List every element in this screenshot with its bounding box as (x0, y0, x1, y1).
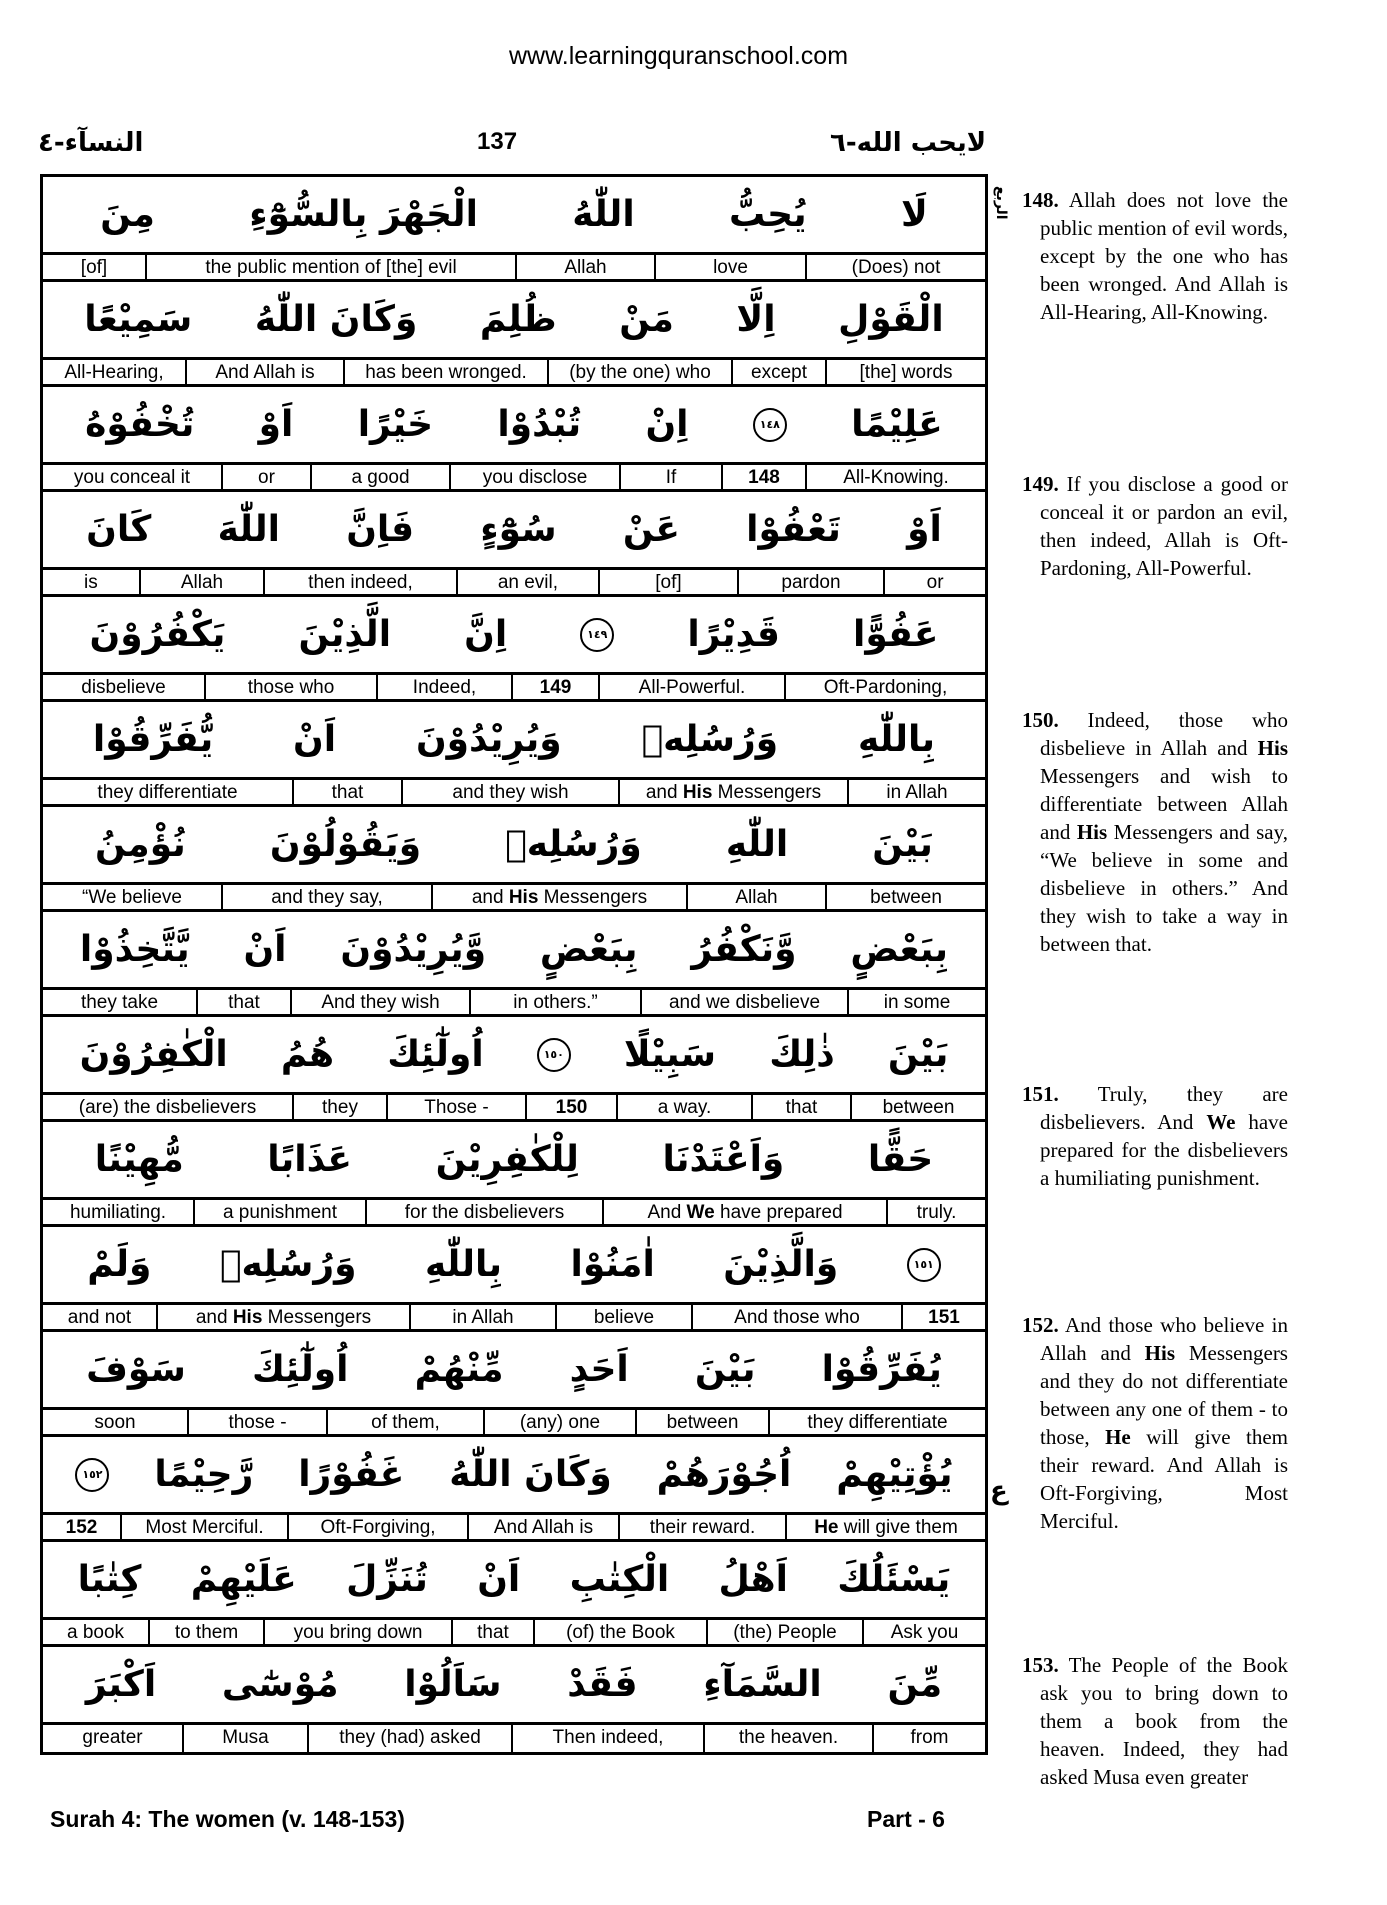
arabic-word: اَحَدٍ (569, 1349, 629, 1390)
verse-number-cell: 151 (928, 1307, 960, 1328)
emphasized-word: His (1076, 820, 1108, 844)
arabic-row (43, 912, 985, 990)
arabic-word: تَعْفُوْا (746, 509, 841, 550)
word-translation-cell: between (882, 1097, 955, 1118)
word-translation-cell: And Allah is (469, 1515, 620, 1539)
word-translation-cell: Then indeed, (513, 1725, 705, 1752)
emphasized-word: His (232, 1307, 263, 1328)
verse-text: Truly, they are disbelievers. And We have prepared for the disbelievers a humiliating punishment. (1040, 1082, 1288, 1190)
arabic-word: حَقًّا (867, 1139, 934, 1180)
word-translation-cell: pardon (739, 570, 886, 594)
word-translation-cell: you bring down (265, 1620, 453, 1644)
arabic-word: الْكِتٰبِ (569, 1559, 670, 1600)
arabic-word: ظُلِمَ (479, 299, 557, 340)
arabic-row (43, 597, 985, 675)
word-translation-cell: He will give them (814, 1517, 958, 1538)
arabic-word: بَيْنَ (887, 1034, 949, 1075)
word-translation-cell: and His Messengers (433, 885, 688, 909)
word-translation-cell: humiliating. (43, 1200, 195, 1224)
emphasized-word: He (814, 1517, 839, 1538)
translation-row (43, 990, 985, 1017)
verse-row-pair (43, 702, 985, 807)
arabic-word: بَيْنَ (872, 824, 933, 865)
word-translation-cell: (any) one (485, 1410, 637, 1434)
arabic-row (43, 702, 985, 780)
word-translation-cell: (the) People (708, 1620, 864, 1644)
arabic-word: يُفَرِّقُوْا (821, 1349, 942, 1390)
verse-translation (1022, 706, 1288, 958)
arabic-word: تُبْدُوْا (497, 404, 582, 445)
arabic-word: وَلَمْ (87, 1244, 152, 1285)
verse-text: Allah does not love the public mention of evil words, except by the one who has been wronged. And Allah is All-Hearing, All-Knowing. (1040, 188, 1289, 324)
word-translation-cell: and we disbelieve (642, 990, 849, 1014)
emphasized-word: His (508, 887, 539, 908)
verse-number-cell: 152 (43, 1515, 122, 1539)
verse-row-pair (43, 387, 985, 492)
arabic-word: بِبَعْضٍ (539, 929, 638, 970)
word-translation-cell: between (637, 1410, 770, 1434)
word-translation-cell: they (had) asked (309, 1725, 513, 1752)
arabic-word: رَّحِيْمًا (154, 1454, 254, 1495)
arabic-word: قَدِيْرًا (687, 614, 780, 655)
emphasized-word: We (686, 1202, 715, 1223)
word-translation-cell: to them (150, 1620, 265, 1644)
word-translation-cell: Allah (517, 255, 656, 279)
arabic-word: نُؤْمِنُ (95, 824, 186, 865)
verse-number-cell: 150 (527, 1095, 618, 1119)
arabic-word: غَفُوْرًا (298, 1454, 405, 1495)
arabic-row (43, 807, 985, 885)
verse-row-pair (43, 492, 985, 597)
arabic-word: سُوْٓءٍ (480, 509, 557, 550)
arabic-word: مَنْ (619, 299, 674, 340)
word-translation-cell: they take (43, 990, 198, 1014)
arabic-word: اللّٰهَ (217, 509, 280, 550)
word-translation-cell: they differentiate (807, 1412, 948, 1433)
arabic-word: تُخْفُوْهُ (85, 404, 195, 445)
word-translation-cell: they (294, 1095, 388, 1119)
word-translation-cell: of them, (328, 1410, 485, 1434)
arabic-word: يُحِبُّ (729, 194, 807, 235)
word-translation-cell: or (926, 572, 944, 593)
word-translation-cell: (are) the disbelievers (43, 1095, 294, 1119)
ruku-mark: ع (990, 1476, 1008, 1506)
word-translation-cell: soon (43, 1410, 189, 1434)
word-by-word-table (40, 174, 988, 1755)
word-translation-cell: Allah (688, 885, 827, 909)
word-translation-cell: “We believe (43, 885, 223, 909)
arabic-word: وَيُرِيْدُوْنَ (415, 719, 562, 760)
word-translation-cell: All-Hearing, (43, 360, 187, 384)
arabic-word: وَكَانَ اللّٰهُ (254, 299, 418, 340)
verse-translation-paragraph (1022, 1311, 1288, 1535)
arabic-word: اَوْ (907, 509, 942, 550)
word-translation-cell: And Allah is (187, 360, 345, 384)
arabic-row (43, 492, 985, 570)
verse-text: The People of the Book ask you to bring down to them a book from the heaven. Indeed, they had asked Musa even greater (1040, 1653, 1288, 1789)
word-translation-cell: believe (557, 1305, 693, 1329)
translation-row (43, 1725, 985, 1752)
footer-part: Part - 6 (867, 1806, 945, 1832)
arabic-word: يُّفَرِّقُوْا (92, 719, 214, 760)
arabic-word: بَيْنَ (694, 1349, 756, 1390)
arabic-word: بِاللّٰهِ (857, 719, 936, 760)
arabic-word: لَا (901, 194, 928, 235)
arabic-word: الْجَهْرَ بِالسُّوْٓءِ (249, 194, 478, 235)
arabic-word: مِنَ (100, 194, 155, 235)
translation-row (43, 1095, 985, 1122)
word-translation-cell: except (733, 360, 827, 384)
arabic-word: اَوْ (258, 404, 294, 445)
translation-row (43, 1410, 985, 1437)
verse-translation (1022, 470, 1288, 582)
translation-row (43, 1305, 985, 1332)
arabic-row (43, 282, 985, 360)
verse-row-pair (43, 1122, 985, 1227)
word-translation-cell: Oft-Pardoning, (823, 677, 948, 698)
emphasized-word: His (1257, 736, 1288, 760)
word-translation-cell: (of) the Book (535, 1620, 708, 1644)
arabic-word: عَفُوًّا (853, 614, 939, 655)
translation-row (43, 1620, 985, 1647)
word-translation-cell: between (870, 887, 942, 908)
word-translation-cell: [of] (43, 255, 147, 279)
arabic-word: وَاَعْتَدْنَا (662, 1139, 785, 1180)
emphasized-word: His (1144, 1341, 1175, 1365)
verse-translation (1022, 1311, 1288, 1535)
verse-row-pair (43, 1647, 985, 1752)
arabic-word: عَلَيْهِمْ (190, 1559, 297, 1600)
word-translation-cell: Those - (388, 1095, 527, 1119)
verse-number: 150. (1022, 708, 1059, 732)
word-translation-cell: in some (883, 992, 951, 1013)
translation-row (43, 570, 985, 597)
word-translation-cell: that (294, 780, 403, 804)
verse-number-marker: ١٥١ (907, 1248, 941, 1282)
arabic-word: سَبِيْلًا (623, 1034, 717, 1075)
word-translation-cell: that (453, 1620, 535, 1644)
word-translation-cell: you conceal it (43, 465, 223, 489)
arabic-word: اَكْبَرَ (85, 1664, 157, 1705)
word-translation-cell: And those who (693, 1305, 903, 1329)
emphasized-word: He (1105, 1425, 1131, 1449)
word-translation-cell: (by the one) who (549, 360, 733, 384)
arabic-word: كِتٰبًا (77, 1559, 142, 1600)
word-translation-cell: disbelieve (43, 675, 206, 699)
arabic-word: اللّٰهُ (572, 194, 635, 235)
word-translation-cell: All-Powerful. (600, 675, 786, 699)
arabic-word: اِنْ (645, 404, 689, 445)
verse-text: Indeed, those who disbelieve in Allah and His Messengers and wish to differentiate between Allah and His Messengers and say, “We believe in some and disbelieve in others.” And they wish to take a way in between that. (1040, 708, 1288, 956)
arabic-word: اَنْ (243, 929, 287, 970)
arabic-word: السَّمَآءِ (703, 1664, 822, 1705)
arabic-word: ذٰلِكَ (769, 1034, 835, 1075)
quarter-mark: الربع (993, 186, 1009, 220)
word-translation-cell: you disclose (451, 465, 621, 489)
arabic-row (43, 177, 985, 255)
arabic-word: مُوْسٰٓى (221, 1664, 339, 1705)
arabic-word: سَمِيْعًا (84, 299, 193, 340)
word-translation-cell: then indeed, (265, 570, 457, 594)
verse-number: 152. (1022, 1313, 1059, 1337)
translation-row (43, 780, 985, 807)
footer-surah-info: Surah 4: The women (v. 148-153) (50, 1806, 405, 1832)
arabic-word: سَاَلُوْا (404, 1664, 502, 1705)
arabic-word: عَلِيْمًا (851, 404, 943, 445)
emphasized-word: We (1206, 1110, 1236, 1134)
arabic-row (43, 1437, 985, 1515)
arabic-word: فَقَدْ (567, 1664, 638, 1705)
arabic-word: اُولٰٓئِكَ (251, 1349, 349, 1390)
word-translation-cell: truly. (916, 1202, 957, 1223)
arabic-row (43, 387, 985, 465)
verse-translation-paragraph (1022, 470, 1288, 582)
arabic-word: اِنَّ (464, 614, 508, 655)
arabic-word: يُؤْتِيْهِمْ (836, 1454, 953, 1495)
arabic-row (43, 1227, 985, 1305)
word-translation-cell: in Allah (886, 782, 948, 803)
verse-number-marker: ١٤٩ (580, 618, 614, 652)
arabic-word: اَنْ (293, 719, 337, 760)
translation-row (43, 1515, 985, 1542)
verse-row-pair (43, 1437, 985, 1542)
site-url (0, 42, 1387, 71)
translation-row (43, 255, 985, 282)
word-translation-cell: Allah (141, 570, 266, 594)
word-translation-cell: And they wish (292, 990, 471, 1014)
page-number: 137 (477, 128, 518, 155)
word-translation-cell: for the disbelievers (367, 1200, 604, 1224)
arabic-word: الْكٰفِرُوْنَ (79, 1034, 228, 1075)
word-translation-cell: in Allah (411, 1305, 557, 1329)
word-translation-cell: and they say, (223, 885, 433, 909)
word-translation-cell: they differentiate (43, 780, 294, 804)
arabic-word: فَاِنَّ (346, 509, 415, 550)
arabic-row (43, 1332, 985, 1410)
translation-row (43, 360, 985, 387)
word-translation-cell: Most Merciful. (122, 1515, 289, 1539)
word-translation-cell: the heaven. (705, 1725, 874, 1752)
arabic-row (43, 1017, 985, 1095)
arabic-word: وَّنَكْفُرُ (691, 929, 797, 970)
word-translation-cell: and they wish (403, 780, 620, 804)
arabic-word: الْقَوْلِ (838, 299, 944, 340)
word-translation-cell: love (656, 255, 807, 279)
verse-number-marker: ١٥٢ (75, 1458, 109, 1492)
word-translation-cell: the public mention of [the] evil (147, 255, 517, 279)
word-translation-cell: [the] words (859, 362, 953, 383)
arabic-word: وَيَقُوْلُوْنَ (269, 824, 422, 865)
verse-text: If you disclose a good or conceal it or pardon an evil, then indeed, Allah is Oft-Pardoning, All-Powerful. (1040, 472, 1288, 580)
translation-row (43, 465, 985, 492)
word-translation-cell: a good (312, 465, 451, 489)
word-translation-cell: Indeed, (378, 675, 513, 699)
site-url-text: www.learningquranschool.com (508, 42, 849, 70)
emphasized-word: His (682, 782, 713, 803)
arabic-word: مِّنَ (887, 1664, 943, 1705)
verse-row-pair (43, 1227, 985, 1332)
verse-row-pair (43, 807, 985, 912)
arabic-word: مُّهِيْنًا (94, 1139, 184, 1180)
arabic-word: يَسْئَلُكَ (837, 1559, 951, 1600)
verse-translation (1022, 186, 1288, 326)
translation-row (43, 885, 985, 912)
arabic-word: بِاللّٰهِ (424, 1244, 503, 1285)
arabic-row (43, 1647, 985, 1725)
arabic-word: وَّيُرِيْدُوْنَ (340, 929, 487, 970)
word-translation-cell: has been wronged. (345, 360, 549, 384)
arabic-word: الَّذِيْنَ (298, 614, 392, 655)
verse-translation-paragraph (1022, 1651, 1288, 1791)
verse-number-cell: 149 (513, 675, 600, 699)
word-translation-cell: in others.” (471, 990, 642, 1014)
arabic-word: اِلَّا (736, 299, 776, 340)
verse-number-marker: ١٤٨ (753, 408, 787, 442)
verse-number: 148. (1022, 188, 1059, 212)
arabic-word: كَانَ (86, 509, 152, 550)
arabic-word: اٰمَنُوْا (570, 1244, 655, 1285)
arabic-row (43, 1122, 985, 1200)
arabic-word: لِلْكٰفِرِيْنَ (435, 1139, 579, 1180)
verse-translation (1022, 1080, 1288, 1192)
arabic-word: اُجُوْرَهُمْ (656, 1454, 792, 1495)
surah-name-arabic: النسآء-٤ (38, 128, 144, 158)
word-translation-cell: (Does) not (851, 257, 941, 278)
translation-row (43, 675, 985, 702)
word-translation-cell: a book (43, 1620, 150, 1644)
verse-number: 153. (1022, 1653, 1059, 1677)
arabic-word: وَكَانَ اللّٰهُ (449, 1454, 612, 1495)
arabic-word: وَرُسُلِهٖ (219, 1244, 357, 1285)
arabic-word: اَهْلُ (718, 1559, 788, 1600)
verse-text: And those who believe in Allah and His Messengers and they do not differentiate between any one of them - to those, He will give them their reward. And Allah is Oft-Forgiving, Most Merciful. (1040, 1313, 1289, 1533)
verse-row-pair (43, 912, 985, 1017)
word-translation-cell: Ask you (890, 1622, 959, 1643)
word-translation-cell: that (198, 990, 292, 1014)
verse-row-pair (43, 1017, 985, 1122)
word-translation-cell: All-Knowing. (843, 467, 949, 488)
word-translation-cell: that (753, 1095, 852, 1119)
word-translation-cell: and His Messengers (620, 780, 849, 804)
arabic-word: اللّٰهِ (725, 824, 789, 865)
verse-row-pair (43, 282, 985, 387)
word-translation-cell: If (621, 465, 723, 489)
word-translation-cell: Oft-Forgiving, (289, 1515, 469, 1539)
word-translation-cell: those who (206, 675, 378, 699)
arabic-word: يَكْفُرُوْنَ (89, 614, 226, 655)
word-translation-cell: [of] (600, 570, 739, 594)
arabic-row (43, 1542, 985, 1620)
arabic-word: وَرُسُلِهٖ (641, 719, 779, 760)
verse-translation-paragraph (1022, 186, 1288, 326)
translation-row (43, 1200, 985, 1227)
verse-row-pair (43, 177, 985, 282)
arabic-word: اُولٰٓئِكَ (387, 1034, 484, 1075)
verse-translation-paragraph (1022, 706, 1288, 958)
verse-row-pair (43, 597, 985, 702)
word-translation-cell: from (910, 1727, 949, 1748)
verse-number-cell: 148 (723, 465, 807, 489)
arabic-word: مِّنْهُمْ (414, 1349, 504, 1390)
verse-row-pair (43, 1332, 985, 1437)
arabic-word: يَّتَّخِذُوْا (79, 929, 190, 970)
arabic-word: عَذَابًا (267, 1139, 353, 1180)
arabic-word: تُنَزِّلَ (346, 1559, 428, 1600)
word-translation-cell: a punishment (195, 1200, 367, 1224)
word-translation-cell: a way. (618, 1095, 753, 1119)
arabic-word: وَالَّذِيْنَ (723, 1244, 839, 1285)
word-translation-cell: and His Messengers (158, 1305, 411, 1329)
word-translation-cell: And We have prepared (604, 1200, 888, 1224)
verse-translation-paragraph (1022, 1080, 1288, 1192)
word-translation-cell: or (223, 465, 312, 489)
arabic-word: وَرُسُلِهٖ (505, 824, 642, 865)
verse-number-marker: ١٥٠ (537, 1038, 571, 1072)
arabic-word: سَوْفَ (86, 1349, 186, 1390)
word-translation-cell: Musa (184, 1725, 309, 1752)
verse-number: 151. (1022, 1082, 1059, 1106)
verse-row-pair (43, 1542, 985, 1647)
arabic-word: عَنْ (622, 509, 680, 550)
arabic-word: هُمُ (280, 1034, 335, 1075)
arabic-word: اَنْ (477, 1559, 521, 1600)
verse-number: 149. (1022, 472, 1059, 496)
verse-translation (1022, 1651, 1288, 1791)
arabic-word: خَيْرًا (357, 404, 434, 445)
word-translation-cell: greater (43, 1725, 184, 1752)
juz-name-arabic: لايحب الله-٦ (830, 128, 987, 158)
word-translation-cell: and not (43, 1305, 158, 1329)
word-translation-cell: those - (189, 1410, 328, 1434)
arabic-word: بِبَعْضٍ (850, 929, 949, 970)
word-translation-cell: an evil, (458, 570, 601, 594)
word-translation-cell: is (43, 570, 141, 594)
word-translation-cell: their reward. (620, 1515, 787, 1539)
